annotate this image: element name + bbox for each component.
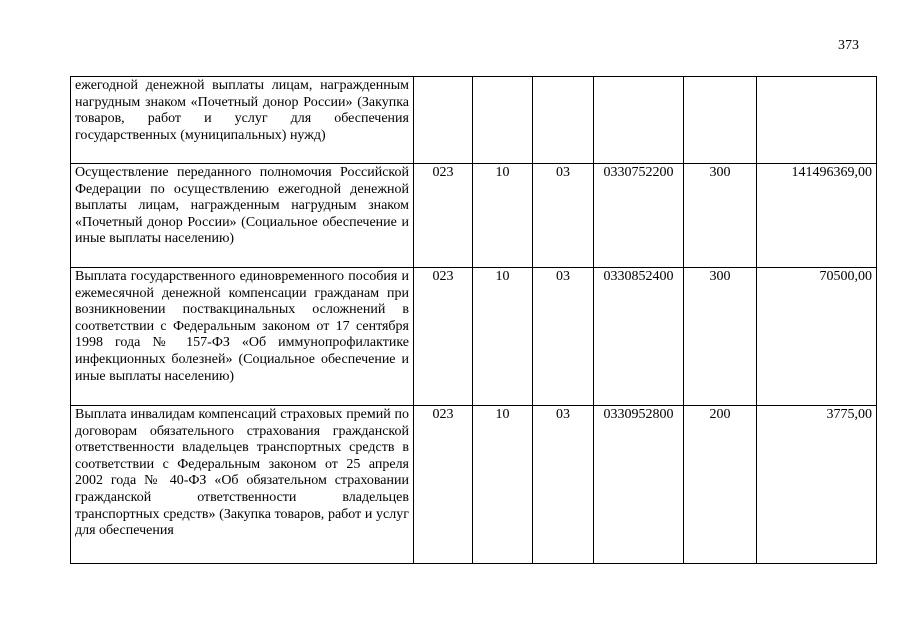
section-code-cell: 10	[473, 164, 533, 268]
page-number: 373	[838, 38, 859, 53]
amount-cell: 141496369,00	[757, 164, 877, 268]
target-article-cell: 0330752200	[594, 164, 684, 268]
subsection-code-cell	[533, 77, 594, 164]
row-description: ежегодной денежной выплаты лицам, награжденным нагрудным знаком «Почетный донор России» (Закупка товаров, работ и услуг для обеспечения государственных (муниципальных) нужд)	[71, 77, 414, 164]
expense-type-cell: 200	[684, 406, 757, 564]
table-row	[71, 164, 877, 268]
target-article-cell: 0330952800	[594, 406, 684, 564]
section-code-cell	[473, 77, 533, 164]
table-row	[71, 77, 877, 164]
ministry-code-cell: 023	[414, 406, 473, 564]
row-description: Выплата государственного единовременного пособия и ежемесячной денежной компенсации гражданам при возникновении поствакцинальных осложнений в соответствии с Федеральным законом от 17 сентября 1998 года № 157-ФЗ «Об иммунопрофилактике инфекционных болезней» (Социальное обеспечение и иные выплаты населению)	[71, 268, 414, 406]
ministry-code-cell	[414, 77, 473, 164]
amount-cell: 70500,00	[757, 268, 877, 406]
table-row	[71, 268, 877, 406]
row-description: Выплата инвалидам компенсаций страховых премий по договорам обязательного страхования гражданской ответственности владельцев транспортных средств в соответствии с Федеральным законом от 25 апреля 2002 года № 40-ФЗ «Об обязательном страховании гражданской ответственности владельцев транспортных средств» (Закупка товаров, работ и услуг для обеспечения	[71, 406, 414, 564]
amount-cell: 3775,00	[757, 406, 877, 564]
section-code-cell: 10	[473, 268, 533, 406]
expense-type-cell: 300	[684, 164, 757, 268]
expense-type-cell: 300	[684, 268, 757, 406]
amount-cell	[757, 77, 877, 164]
ministry-code-cell: 023	[414, 268, 473, 406]
subsection-code-cell: 03	[533, 406, 594, 564]
expense-type-cell	[684, 77, 757, 164]
target-article-cell: 0330852400	[594, 268, 684, 406]
budget-table	[70, 76, 877, 564]
table-row	[71, 406, 877, 564]
target-article-cell	[594, 77, 684, 164]
section-code-cell: 10	[473, 406, 533, 564]
row-description: Осуществление переданного полномочия Российской Федерации по осуществлению ежегодной денежной выплаты лицам, награжденным нагрудным знаком «Почетный донор России» (Социальное обеспечение и иные выплаты населению)	[71, 164, 414, 268]
subsection-code-cell: 03	[533, 268, 594, 406]
ministry-code-cell: 023	[414, 164, 473, 268]
subsection-code-cell: 03	[533, 164, 594, 268]
